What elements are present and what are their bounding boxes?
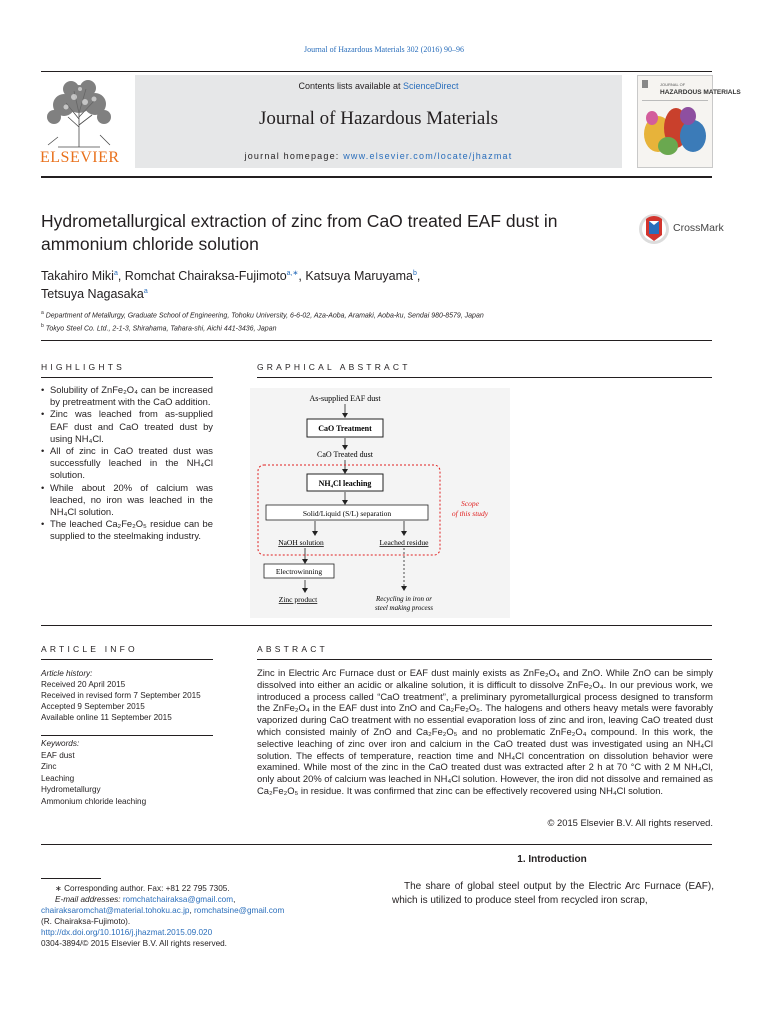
section-rule [41, 340, 712, 341]
cao-treatment-label: CaO Treatment [318, 424, 372, 433]
author-separator: , [416, 269, 421, 284]
history-label: Article history: [41, 669, 93, 678]
contents-prefix: Contents lists available at [298, 81, 404, 91]
author-separator: , [117, 269, 125, 284]
journal-name: Journal of Hazardous Materials [258, 108, 498, 129]
highlight-item: • Zinc was leached from as-supplied EAF dust and CaO treated dust by using NH₄Cl. [41, 408, 213, 445]
highlights-heading: HIGHLIGHTS [41, 362, 125, 372]
highlights-list [41, 384, 213, 543]
article-history [41, 668, 221, 723]
scope-label: Scope [461, 499, 479, 508]
affiliation [41, 308, 661, 321]
affiliation-text: Department of Metallurgy, Graduate School of Engineering, Tohoku University, 6-6-02, Aza-Aoba, Aramaki, Aoba-ku, Sendai 980-8579, Japan [45, 312, 484, 320]
elsevier-logo [38, 77, 120, 167]
crossmark-icon [638, 213, 670, 245]
article-info-heading: ARTICLE INFO [41, 644, 138, 654]
section-rule [41, 844, 712, 845]
affiliation-text: Tokyo Steel Co. Ltd., 2-1-3, Shirahama, Tahara-shi, Aichi 441-3436, Japan [45, 325, 277, 333]
cao-treated-label: CaO Treated dust [317, 450, 373, 459]
header-rule-top [41, 71, 712, 72]
homepage-line [135, 151, 622, 161]
author [41, 287, 148, 301]
homepage-link[interactable]: www.elsevier.com/locate/jhazmat [343, 151, 513, 161]
abstract-text: Zinc in Electric Arc Furnace dust or EAF dust mainly exists as ZnFe₂O₄ and ZnO. While ZnO can be simply dissolved into either an acidic or alkaline solution, it is difficult to dissolve ZnFe₂O₄. In our previous work, we introduced a process called “CaO treatment”, a preliminary pyrometallurgical process designed to transform the ZnFe₂O₄ in the EAF dust into ZnO and Ca₂Fe₂O₅. The halogens and others heavy metals were favorably vaporized during CaO treatment with no essential evaporation loss of zinc and iron, leaving CaO treated dust which consisted mainly of ZnO and Ca₂Fe₂O₅ and no problematic ZnFe₂O₄ compound. In this work, the selective leaching of zinc over iron and calcium in the CaO treated dust was investigated using an NH₄Cl solution. The effects of temperature, reaction time and NH₄Cl concentration on dissolution behavior were examined. While most of the zinc in the CaO treated dust was extracted after 2 h at 70 °C with 2 M NH₄Cl, only about 20% of calcium was leached in NH₄Cl solution. However, the iron did not dissolve and remained as Ca₂Fe₂O₅ in residue. It was confirmed that zinc can be effectively recovered using NH₄Cl solution. [257, 667, 713, 796]
history-entry: Available online 11 September 2015 [41, 713, 172, 722]
keyword: EAF dust [41, 750, 75, 760]
email-link[interactable]: romchatchairaksa@gmail.com [122, 895, 234, 904]
highlight-item: • Solubility of ZnFe₂O₄ can be increased by pretreatment with the CaO addition. [41, 384, 213, 408]
recycling-label: steel making process [374, 604, 434, 612]
highlight-item: • All of zinc in CaO treated dust was successfully leached in the NH₄Cl solution. [41, 445, 213, 482]
journal-cover-image [638, 76, 741, 167]
electrowinning-label: Electrowinning [275, 567, 323, 576]
email-line: E-mail addresses: romchatchairaksa@gmail.com, [55, 895, 236, 904]
author-affiliation-mark[interactable]: a [113, 270, 118, 277]
crossmark-badge[interactable] [638, 213, 724, 245]
cover-title: HAZARDOUS MATERIALS [660, 89, 741, 96]
highlights-rule [41, 377, 213, 378]
cover-title-small: JOURNAL OF [660, 82, 686, 87]
journal-cover-thumbnail[interactable] [637, 75, 741, 168]
author [41, 269, 125, 283]
keywords [41, 738, 221, 807]
affiliation-mark: a [41, 310, 44, 316]
history-entry: Accepted 9 September 2015 [41, 702, 145, 711]
email-link[interactable]: romchatsine@gmail.com [194, 906, 285, 915]
author-name: Takahiro Miki [41, 269, 114, 284]
doi-link[interactable]: http://dx.doi.org/10.1016/j.jhazmat.2015.09.020 [41, 928, 213, 937]
elsevier-wordmark: ELSEVIER [40, 149, 120, 166]
author-name: Romchat Chairaksa-Fujimoto [124, 269, 287, 284]
introduction-text: The share of global steel output by the Electric Arc Furnace (EAF), which is utilized to produce steel from recycled iron scrap, [392, 881, 714, 906]
keywords-rule [41, 735, 213, 736]
author-affiliation-mark[interactable]: a,∗ [286, 270, 299, 277]
author [305, 269, 420, 283]
corresponding-author-note: ∗ Corresponding author. Fax: +81 22 795 7305. [55, 884, 230, 893]
author [125, 269, 306, 283]
process-flow-diagram [250, 388, 510, 618]
affiliation [41, 321, 661, 334]
author-affiliation-mark[interactable]: b [413, 270, 417, 277]
scope-label: of this study [451, 509, 489, 518]
author-separator: , [298, 269, 306, 284]
abstract-rule [257, 659, 712, 660]
introduction-heading: 1. Introduction [517, 854, 587, 865]
keyword: Hydrometallurgy [41, 785, 101, 794]
journal-citation[interactable]: Journal of Hazardous Materials 302 (2016) 90–96 [304, 45, 464, 54]
homepage-prefix: journal homepage: [244, 151, 344, 161]
header-rule-bottom [41, 176, 712, 178]
history-entry: Received in revised form 7 September 2015 [41, 691, 201, 700]
affiliations [41, 308, 661, 335]
crossmark-label: CrossMark [673, 222, 724, 234]
copyright-notice: © 2015 Elsevier B.V. All rights reserved. [547, 817, 713, 828]
history-entry: Received 20 April 2015 [41, 680, 126, 689]
highlight-item: • The leached Ca₂Fe₂O₅ residue can be supplied to the steelmaking industry. [41, 518, 213, 542]
zinc-product-label: Zinc product [278, 595, 318, 604]
footnotes [41, 883, 371, 949]
email-label: E-mail addresses: [55, 895, 123, 904]
email-line: chairaksaromchat@material.tohoku.ac.jp, romchatsine@gmail.com [41, 906, 285, 915]
keyword: Leaching [41, 773, 75, 783]
author-name-note: (R. Chairaksa-Fujimoto). [41, 917, 131, 926]
sl-separation-label: Solid/Liquid (S/L) separation [302, 509, 392, 518]
graphical-abstract-heading: GRAPHICAL ABSTRACT [257, 362, 411, 372]
highlight-item: • While about 20% of calcium was leached, no iron was leached in the NH₄Cl solution. [41, 482, 213, 519]
nh4cl-leaching-label: NH₄Cl leaching [318, 479, 372, 488]
email-link[interactable]: chairaksaromchat@material.tohoku.ac.jp [41, 906, 190, 915]
author-name: Tetsuya Nagasaka [41, 287, 144, 302]
abstract-heading: ABSTRACT [257, 644, 328, 654]
naoh-label: NaOH solution [278, 538, 324, 547]
leached-residue-label: Leached residue [379, 538, 429, 547]
author-name: Katsuya Maruyama [305, 269, 413, 284]
article-title: Hydrometallurgical extraction of zinc from CaO treated EAF dust in ammonium chloride solution [41, 211, 558, 254]
author-affiliation-mark[interactable]: a [143, 288, 148, 296]
elsevier-tree-icon [38, 77, 120, 149]
keyword: Zinc [41, 762, 57, 771]
author-list [41, 266, 601, 302]
as-supplied-label: As-supplied EAF dust [309, 394, 381, 403]
graphical-abstract-rule [257, 377, 712, 378]
keyword: Ammonium chloride leaching [41, 796, 147, 806]
article-info-rule [41, 659, 213, 660]
affiliation-mark: b [41, 323, 44, 330]
issn-line: 0304-3894/© 2015 Elsevier B.V. All rights reserved. [41, 939, 227, 948]
keywords-label: Keywords: [41, 739, 80, 748]
sciencedirect-link[interactable]: ScienceDirect [403, 81, 459, 91]
footnote-rule [41, 878, 101, 879]
section-rule [41, 625, 712, 626]
contents-line [135, 81, 622, 91]
recycling-label: Recycling in iron or [376, 595, 432, 603]
